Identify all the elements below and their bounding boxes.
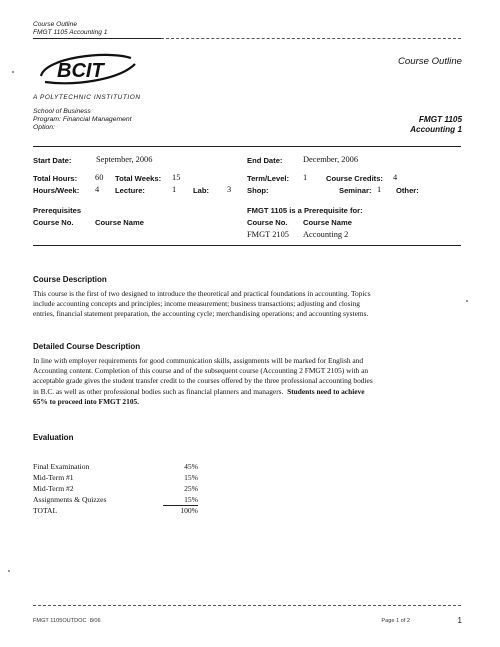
evaluation-item-label: Mid-Term #2 [33, 484, 74, 493]
lecture-label: Lecture: [115, 186, 145, 195]
term-level-label: Term/Level: [247, 174, 290, 183]
total-hours-value: 60 [95, 173, 104, 182]
logo-tagline: A POLYTECHNIC INSTITUTION [33, 94, 141, 101]
evaluation-item-percent: 45% [184, 462, 198, 471]
other-label: Other: [396, 186, 419, 195]
doc-title: Course Outline [398, 56, 462, 67]
footer-page-of: Page 1 of 2 [381, 618, 410, 624]
bcit-logo-graphic [35, 50, 140, 88]
logo-text: BCIT [57, 60, 104, 82]
program-name: Program: Financial Management [33, 116, 132, 123]
detailed-description-line: In line with employer requirements for good communication skills, assignments will be marked for English and [33, 356, 364, 365]
prereq-for-col-course-no: Course No. [247, 218, 288, 227]
course-description-line: include accounting concepts and principles; income measurement; business transactions; adjusting and closing [33, 299, 360, 309]
detailed-description-line [33, 387, 465, 397]
running-header-title: Course Outline [33, 21, 77, 28]
footer-filename: FMGT 1105OUTDOC [33, 618, 87, 624]
hours-week-label: Hours/Week: [33, 186, 80, 195]
scan-speck [8, 570, 10, 572]
evaluation-row [33, 495, 198, 504]
detailed-description-line: Accounting content. Completion of this course and of the subsequent course (Accounting 2 FMGT 2105) with an [33, 366, 369, 376]
end-date-value: December, 2006 [303, 155, 359, 164]
hours-week-value: 4 [95, 185, 100, 194]
footer-doc-id [33, 618, 101, 624]
option-label: Option: [33, 124, 55, 131]
prereq-for-col-course-name: Course Name [303, 218, 352, 227]
evaluation-row [33, 484, 198, 493]
detailed-description-title: Detailed Course Description [33, 342, 141, 351]
prereq-col-course-no: Course No. [33, 218, 74, 227]
prereq-for-row-course-name: Accounting 2 [303, 230, 349, 239]
footer-rule [33, 605, 461, 606]
shop-label: Shop: [247, 186, 269, 195]
course-description-line: entries, financial statement preparation, the accounting cycle; merchandising operations; and accounting systems. [33, 309, 369, 319]
prereq-for-row-course-no: FMGT 2105 [247, 230, 289, 239]
lab-label: Lab: [193, 186, 210, 195]
term-level-value: 1 [303, 173, 308, 182]
rule-info-top [33, 146, 461, 147]
seminar-label: Seminar: [339, 186, 372, 195]
detailed-description-body [33, 356, 465, 407]
scan-speck [12, 71, 14, 73]
end-date-label: End Date: [247, 156, 283, 165]
start-date-value: September, 2006 [96, 155, 153, 164]
school-name: School of Business [33, 108, 91, 115]
header-rule-left [33, 38, 161, 39]
bcit-logo [35, 50, 140, 88]
evaluation-item-percent: 15% [184, 473, 198, 482]
running-header-course: FMGT 1105 Accounting 1 [33, 29, 108, 36]
detailed-description-bold-line: 65% to proceed into FMGT 2105. [33, 396, 140, 406]
evaluation-item-percent: 15% [184, 495, 198, 504]
detailed-description-line: acceptable grade gives the student transfer credit to the courses offered by the three professional accounting bodies [33, 376, 373, 386]
start-date-label: Start Date: [33, 156, 72, 165]
course-credits-value: 4 [393, 173, 398, 182]
evaluation-item-percent: 25% [184, 484, 198, 493]
course-description-line: This course is the first of two designed to introduce the theoretical and practical foundations in accounting. Topics [33, 289, 371, 298]
evaluation-row [33, 462, 198, 471]
total-hours-label: Total Hours: [33, 174, 78, 183]
detailed-description-bold-tail: Students need to achieve [287, 386, 365, 396]
course-description-body [33, 289, 465, 320]
seminar-value: 1 [377, 185, 382, 194]
course-code: FMGT 1105 [418, 115, 462, 124]
scan-speck [466, 300, 468, 302]
course-credits-label: Course Credits: [326, 174, 383, 183]
evaluation-total-label: TOTAL [33, 506, 58, 515]
total-weeks-value: 15 [172, 173, 181, 182]
course-name: Accounting 1 [410, 125, 462, 134]
evaluation-item-label: Mid-Term #1 [33, 473, 74, 482]
footer-revision: 8/06 [89, 618, 101, 624]
footer-page-number: 1 [457, 616, 462, 625]
evaluation-total-percent: 100% [180, 506, 198, 515]
detailed-description-line-text: in B.C. as well as other professional bodies such as financial planners and managers. [33, 386, 284, 396]
evaluation-title: Evaluation [33, 433, 74, 442]
header-rule-right [161, 38, 461, 39]
course-description-title: Course Description [33, 275, 107, 284]
evaluation-total-row [33, 506, 198, 515]
prerequisites-title: Prerequisites [33, 206, 82, 215]
evaluation-item-label: Final Examination [33, 462, 90, 471]
lab-value: 3 [227, 185, 232, 194]
lecture-value: 1 [172, 185, 177, 194]
prereq-for-title: FMGT 1105 is a Prerequisite for: [247, 206, 363, 215]
evaluation-item-label: Assignments & Quizzes [33, 495, 107, 504]
total-weeks-label: Total Weeks: [115, 174, 162, 183]
evaluation-row [33, 473, 198, 482]
rule-info-bottom [33, 245, 461, 246]
prereq-col-course-name: Course Name [95, 218, 144, 227]
